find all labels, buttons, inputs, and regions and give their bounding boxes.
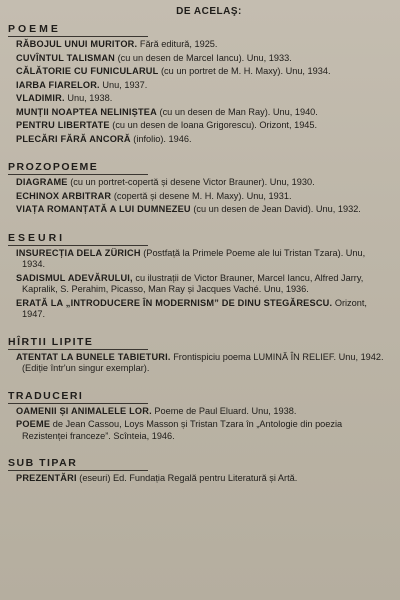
entry-list bbox=[8, 177, 390, 216]
entry-detail: Unu, 1937. bbox=[102, 79, 148, 90]
section-title: ESEURI bbox=[8, 232, 148, 246]
entry-title: VLADIMIR. bbox=[16, 93, 65, 103]
section-title: TRADUCERI bbox=[8, 390, 148, 404]
entry-title: CUVÎNTUL TALISMAN bbox=[16, 52, 116, 63]
list-item bbox=[8, 406, 390, 418]
entry-detail: (infolio). 1946. bbox=[133, 133, 192, 144]
entry-detail: Fără editură, 1925. bbox=[139, 39, 218, 49]
entry-title: PLECĂRI FĂRĂ ANCORĂ bbox=[16, 133, 131, 144]
entry-title: CĂLĂTORIE CU FUNICULARUL bbox=[16, 66, 159, 76]
section-traduceri bbox=[8, 386, 390, 443]
entry-detail: (cu un desen de Jean David). Unu, 1932. bbox=[193, 204, 361, 214]
list-item bbox=[8, 120, 390, 132]
entry-title: DIAGRAME bbox=[16, 177, 68, 187]
section-title: PROZOPOEME bbox=[8, 161, 148, 175]
entry-list bbox=[8, 352, 390, 375]
entry-list bbox=[8, 473, 390, 485]
entry-title: OAMENII ȘI ANIMALELE LOR. bbox=[16, 405, 152, 416]
entry-detail: (cu un desen de Man Ray). Unu, 1940. bbox=[159, 106, 318, 117]
entry-title: PREZENTĂRI bbox=[16, 473, 77, 483]
list-item bbox=[8, 298, 390, 321]
section-sub-tipar bbox=[8, 453, 390, 485]
list-item bbox=[8, 80, 390, 92]
list-item bbox=[8, 177, 390, 189]
entry-detail: Frontispiciu poema LUMINĂ ÎN RELIEF. Unu, 1942. (Ediție într'un singur exemplar). bbox=[22, 351, 384, 373]
section-hirtii-lipite bbox=[8, 332, 390, 375]
list-item bbox=[8, 107, 390, 119]
entry-title: IARBA FIARELOR. bbox=[16, 79, 100, 90]
entry-detail: (cu un desen de Marcel Iancu). Unu, 1933. bbox=[117, 52, 292, 63]
section-title: SUB TIPAR bbox=[8, 457, 148, 471]
list-item bbox=[8, 248, 390, 271]
entry-detail: (cu un portret-copertă și desene Victor Brauner). Unu, 1930. bbox=[70, 177, 315, 187]
page-heading: DE ACELAŞ: bbox=[176, 6, 242, 17]
list-item bbox=[8, 39, 390, 51]
entry-detail: Unu, 1938. bbox=[67, 93, 113, 103]
list-item bbox=[8, 93, 390, 105]
list-item bbox=[8, 473, 390, 485]
entry-detail: (Postfață la Primele Poeme ale lui Tristan Tzara). Unu, 1934. bbox=[22, 247, 366, 269]
entry-title: POEME bbox=[16, 419, 51, 429]
entry-list bbox=[8, 248, 390, 321]
entry-list bbox=[8, 39, 390, 145]
list-item bbox=[8, 191, 390, 203]
entry-detail: cu ilustrații de Victor Brauner, Marcel Iancu, Alfred Jarry, Kapralik, S. Perahim, Picasso, Man Ray și Jacques Vaché. Unu, 1936. bbox=[22, 272, 364, 294]
list-item bbox=[8, 273, 390, 296]
list-item bbox=[8, 352, 390, 375]
entry-title: MUNȚII NOAPTEA NELINIȘTEA bbox=[16, 106, 157, 117]
entry-title: VIAȚA ROMANȚATĂ A LUI DUMNEZEU bbox=[16, 204, 191, 214]
section-poeme bbox=[8, 19, 390, 145]
entry-detail: (eseuri) Ed. Fundația Regală pentru Literatură și Artă. bbox=[79, 473, 298, 483]
entry-detail: (cu un desen de Ioana Grigorescu). Orizont, 1945. bbox=[112, 120, 318, 130]
section-title: HÎRTII LIPITE bbox=[8, 336, 148, 350]
list-item bbox=[8, 53, 390, 65]
entry-title: ECHINOX ARBITRAR bbox=[16, 190, 112, 201]
entry-title: ATENTAT LA BUNELE TABIETURI. bbox=[16, 351, 171, 362]
entry-detail: de Jean Cassou, Loys Masson și Tristan Tzara în „Antologie din poezia Rezistenței franceze”. Scînteia, 1946. bbox=[22, 419, 343, 441]
section-prozopoeme bbox=[8, 157, 390, 216]
entry-detail: Poeme de Paul Eluard. Unu, 1938. bbox=[154, 405, 297, 416]
entry-title: ERATĂ LA „INTRODUCERE ÎN MODERNISM” DE DINU STEGĂRESCU. bbox=[16, 297, 333, 308]
entry-list bbox=[8, 406, 390, 443]
section-eseuri bbox=[8, 228, 390, 321]
list-item bbox=[8, 204, 390, 216]
entry-title: RĂBOJUL UNUI MURITOR. bbox=[16, 39, 138, 49]
entry-title: INSURECȚIA DELA ZÜRICH bbox=[16, 247, 141, 258]
entry-detail: (cu un portret de M. H. Maxy). Unu, 1934. bbox=[161, 66, 331, 76]
entry-title: SADISMUL ADEVĂRULUI, bbox=[16, 272, 133, 283]
list-item bbox=[8, 419, 390, 442]
entry-detail: (copertă și desene M. H. Maxy). Unu, 1931. bbox=[113, 190, 292, 201]
list-item bbox=[8, 66, 390, 78]
entry-title: PENTRU LIBERTATE bbox=[16, 120, 110, 130]
entry-detail: Orizont, 1947. bbox=[22, 297, 367, 319]
list-item bbox=[8, 134, 390, 146]
section-title: POEME bbox=[8, 23, 148, 37]
